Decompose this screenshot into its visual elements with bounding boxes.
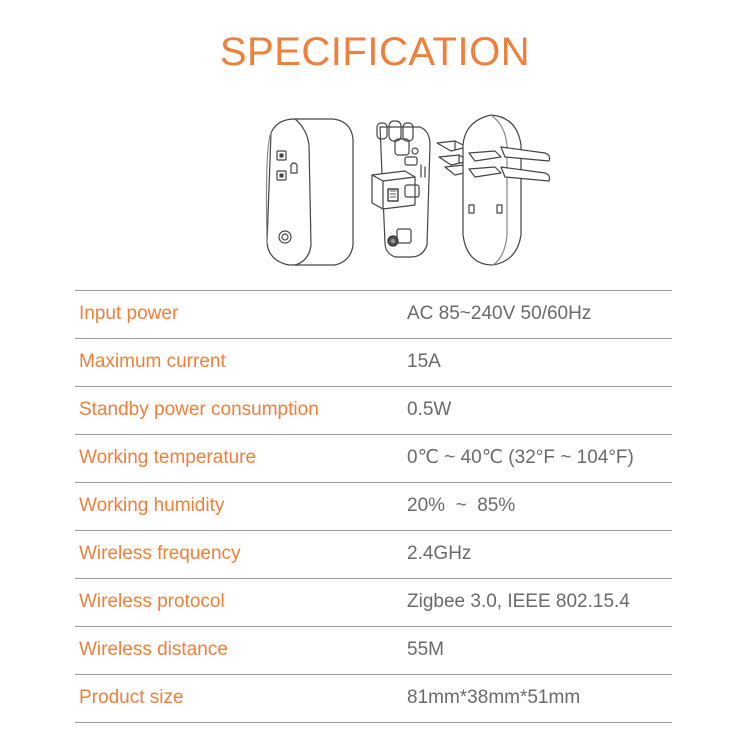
smart-plug-exploded-view-icon — [255, 105, 555, 280]
spec-row-input-power — [75, 291, 672, 339]
spec-table — [75, 290, 672, 723]
spec-value: 15A — [407, 351, 441, 372]
spec-value: Zigbee 3.0, IEEE 802.15.4 — [407, 591, 630, 612]
spec-label: Input power — [79, 303, 179, 324]
spec-row-maximum-current — [75, 339, 672, 387]
spec-row-wireless-distance — [75, 627, 672, 675]
spec-row-working-temperature — [75, 435, 672, 483]
spec-label: Wireless distance — [79, 639, 228, 660]
spec-row-standby-power — [75, 387, 672, 435]
spec-label: Wireless frequency — [79, 543, 241, 564]
spec-value: 0℃ ~ 40℃ (32°F ~ 104°F) — [407, 447, 634, 468]
spec-value: 20% ~ 85% — [407, 495, 516, 516]
spec-value: 55M — [407, 639, 444, 660]
spec-value: 0.5W — [407, 399, 452, 420]
spec-row-working-humidity — [75, 483, 672, 531]
spec-value: 2.4GHz — [407, 543, 472, 564]
spec-row-product-size — [75, 675, 672, 723]
spec-value: 81mm*38mm*51mm — [407, 687, 581, 708]
spec-label: Wireless protocol — [79, 591, 225, 612]
spec-label: Standby power consumption — [79, 399, 319, 420]
spec-value: AC 85~240V 50/60Hz — [407, 303, 592, 324]
plug-front-shell-icon — [267, 119, 354, 265]
circuit-board-icon — [372, 121, 430, 257]
plug-back-shell-icon — [463, 115, 550, 265]
spec-label: Working humidity — [79, 495, 225, 516]
spec-row-wireless-frequency — [75, 531, 672, 579]
spec-row-wireless-protocol — [75, 579, 672, 627]
spec-label: Working temperature — [79, 447, 257, 468]
spec-label: Maximum current — [79, 351, 226, 372]
page-title: SPECIFICATION — [219, 30, 531, 74]
spec-label: Product size — [79, 687, 184, 708]
